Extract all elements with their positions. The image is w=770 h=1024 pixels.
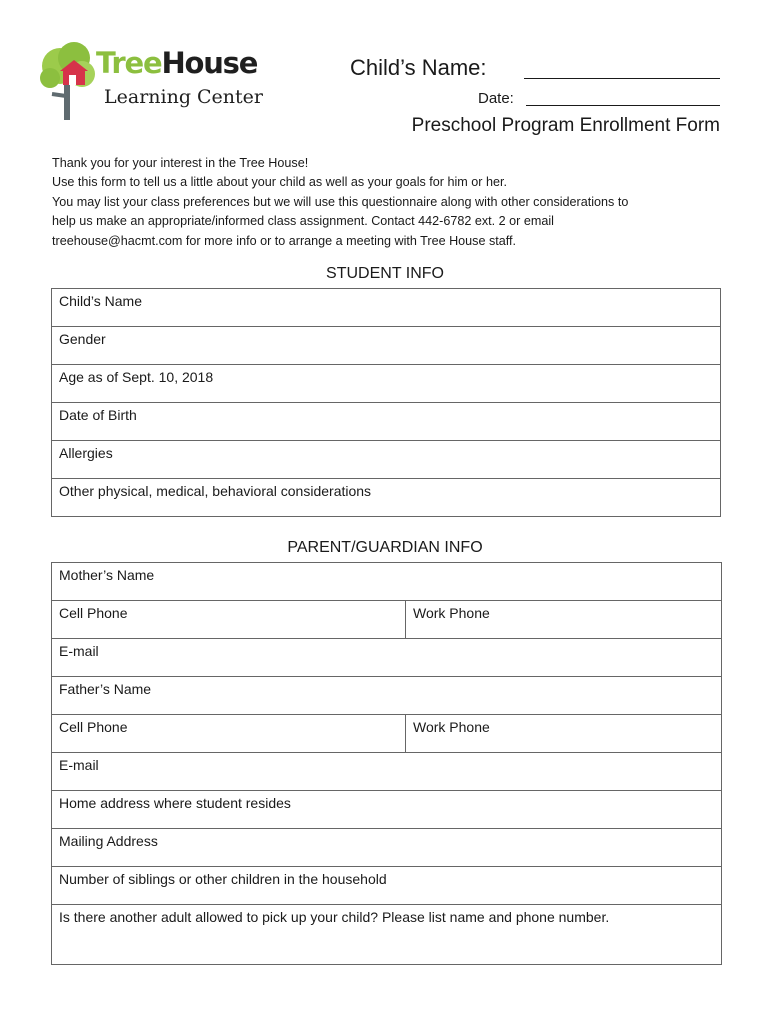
tree-house-logo-icon xyxy=(38,34,98,124)
father-name-field[interactable] xyxy=(52,677,722,715)
logo-subtitle: Learning Center xyxy=(104,86,264,108)
field-label: E-mail xyxy=(59,643,99,659)
field-label: Is there another adult allowed to pick up your child? Please list name and phone number. xyxy=(59,909,610,925)
parent-info-table xyxy=(51,562,722,965)
field-label: Mailing Address xyxy=(59,833,158,849)
field-label: Home address where student resides xyxy=(59,795,291,811)
field-label: Child’s Name xyxy=(59,293,142,309)
child-name-field[interactable] xyxy=(52,289,721,327)
field-label: Father’s Name xyxy=(59,681,152,697)
parent-info-heading: PARENT/GUARDIAN INFO xyxy=(287,539,483,556)
field-label: Age as of Sept. 10, 2018 xyxy=(59,369,214,385)
pickup-adult-field[interactable] xyxy=(52,905,722,965)
field-label: Cell Phone xyxy=(59,605,128,621)
date-of-birth-field[interactable] xyxy=(52,403,721,441)
gender-field[interactable] xyxy=(52,327,721,365)
mother-cell-phone-field[interactable] xyxy=(52,601,406,639)
student-info-heading: STUDENT INFO xyxy=(326,265,444,282)
form-title: Preschool Program Enrollment Form xyxy=(411,115,720,136)
field-label: Mother’s Name xyxy=(59,567,155,583)
field-label: Number of siblings or other children in the household xyxy=(59,871,387,887)
date-input[interactable] xyxy=(526,105,720,106)
intro-line: help us make an appropriate/informed class assignment. Contact 442-6782 ext. 2 or email xyxy=(52,214,554,229)
field-label: Gender xyxy=(59,331,106,347)
intro-text xyxy=(52,154,732,251)
field-label: E-mail xyxy=(59,757,99,773)
field-label: Work Phone xyxy=(413,605,490,621)
logo-wordmark xyxy=(96,46,257,80)
father-email-field[interactable] xyxy=(52,753,722,791)
student-info-table xyxy=(51,288,721,517)
date-label: Date: xyxy=(478,90,514,107)
logo-word-tree: Tree xyxy=(96,46,162,80)
mother-work-phone-field[interactable] xyxy=(406,601,722,639)
other-considerations-field[interactable] xyxy=(52,479,721,517)
father-work-phone-field[interactable] xyxy=(406,715,722,753)
child-name-header-input[interactable] xyxy=(524,78,720,79)
field-label: Allergies xyxy=(59,445,113,461)
mother-email-field[interactable] xyxy=(52,639,722,677)
home-address-field[interactable] xyxy=(52,791,722,829)
mailing-address-field[interactable] xyxy=(52,829,722,867)
siblings-field[interactable] xyxy=(52,867,722,905)
age-field[interactable] xyxy=(52,365,721,403)
field-label: Date of Birth xyxy=(59,407,137,423)
allergies-field[interactable] xyxy=(52,441,721,479)
intro-line: Thank you for your interest in the Tree House! xyxy=(52,156,309,170)
field-label: Cell Phone xyxy=(59,719,128,735)
mother-name-field[interactable] xyxy=(52,563,722,601)
intro-line: treehouse@hacmt.com for more info or to arrange a meeting with Tree House staff. xyxy=(52,233,517,248)
field-label: Work Phone xyxy=(413,719,490,735)
logo-word-house: House xyxy=(161,46,258,80)
logo xyxy=(38,34,278,124)
field-label: Other physical, medical, behavioral considerations xyxy=(59,483,372,499)
child-name-header-label: Child’s Name: xyxy=(350,55,487,80)
intro-line: You may list your class preferences but we will use this questionnaire along with other considerations to xyxy=(52,194,629,209)
intro-line: Use this form to tell us a little about your child as well as your goals for him or her. xyxy=(52,175,507,190)
father-cell-phone-field[interactable] xyxy=(52,715,406,753)
